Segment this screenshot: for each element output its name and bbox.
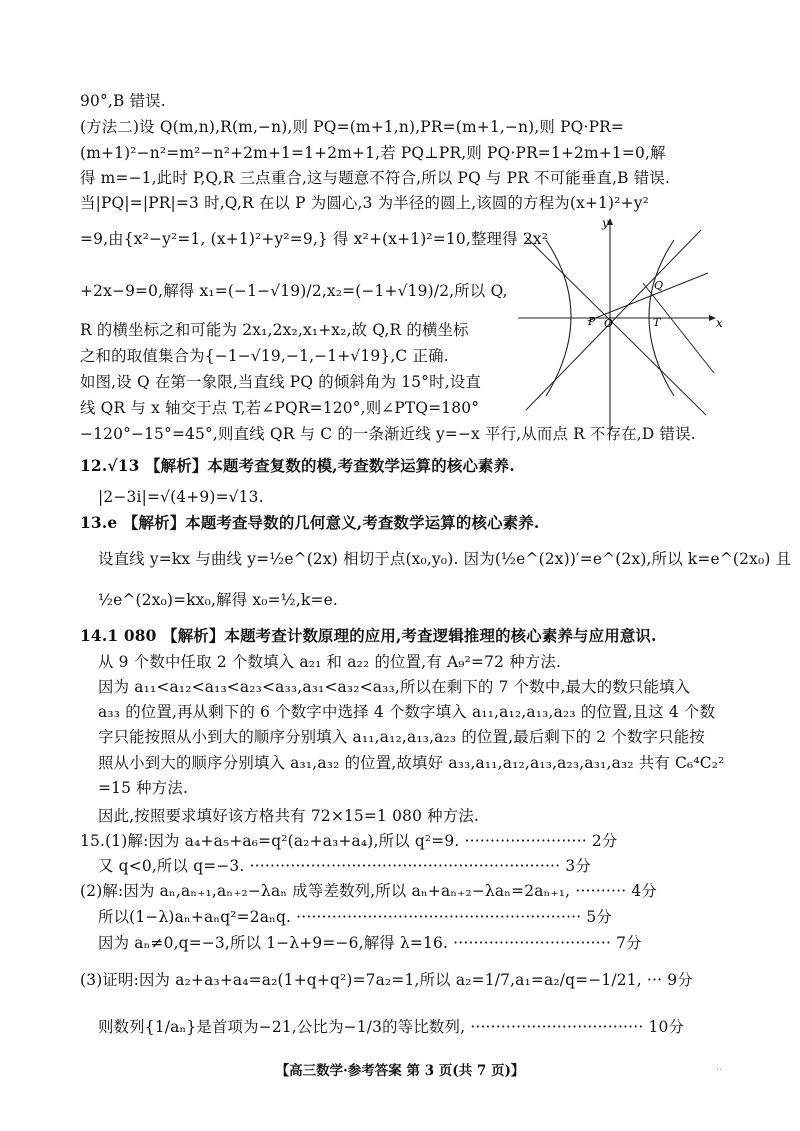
text-line: ½e^(2x₀)=kx₀,解得 x₀=½,k=e. [98, 591, 338, 609]
x-axis-label: x [716, 316, 723, 330]
text-line: 13.e 【解析】本题考查导数的几何意义,考查数学运算的核心素养. [80, 514, 540, 532]
text-line: 设直线 y=kx 与曲线 y=½e^(2x) 相切于点(x₀,y₀). 因为(½e^(2x))′=e^(2x),所以 k=e^(2x₀) 且 [98, 550, 792, 568]
label-T: T [653, 316, 661, 329]
text-line: 14.1 080 【解析】本题考查计数原理的应用,考查逻辑推理的核心素养与应用意识. [80, 627, 657, 645]
text-line: 则数列{1/aₙ}是首项为−21,公比为−1/3的等比数列, ·································· 10分 [98, 1018, 685, 1036]
text-line: 12.√13 【解析】本题考查复数的模,考查数学运算的核心素养. [80, 457, 515, 475]
text-line: −120°−15°=45°,则直线 QR 与 C 的一条渐近线 y=−x 平行,从而点 R 不存在,D 错误. [80, 425, 696, 443]
text-line: =15 种方法. [98, 779, 189, 797]
y-axis-label: y [602, 216, 609, 230]
text-line: (3)证明:因为 a₂+a₃+a₄=a₂(1+q+q²)=7a₂=1,所以 a₂=1/7,a₁=a₂/q=−1/21, ··· 9分 [80, 971, 693, 989]
text-line: +2x−9=0,解得 x₁=(−1−√19)/2,x₂=(−1+√19)/2,所以 Q, [80, 282, 508, 300]
text-line: 当|PQ|=|PR|=3 时,Q,R 在以 P 为圆心,3 为半径的圆上,该圆的方程为(x+1)²+y² [80, 194, 649, 212]
text-line: 如图,设 Q 在第一象限,当直线 PQ 的倾斜角为 15°时,设直 [80, 373, 482, 391]
text-line: R 的横坐标之和可能为 2x₁,2x₂,x₁+x₂,故 Q,R 的横坐标 [80, 321, 469, 339]
text-line: 之和的取值集合为{−1−√19,−1,−1+√19},C 正确. [80, 347, 449, 365]
text-line: 得 m=−1,此时 P,Q,R 三点重合,这与题意不符合,所以 PQ 与 PR 不可能垂直,B 错误. [80, 169, 671, 187]
text-line: 又 q<0,所以 q=−3. ····························································· 3分 [98, 857, 591, 875]
text-line: 因此,按照要求填好该方格共有 72×15=1 080 种方法. [98, 807, 480, 825]
text-line: 从 9 个数中任取 2 个数填入 a₂₁ 和 a₂₂ 的位置,有 A₉²=72 种方法. [98, 653, 562, 671]
label-O: O [604, 317, 614, 330]
text-line: 所以(1−λ)aₙ+aₙq²=2aₙq. ························································ 5分 [98, 908, 613, 926]
text-line: 因为 aₙ≠0,q=−3,所以 1−λ+9=−6,解得 λ=16. ······························· 7分 [98, 934, 642, 952]
text-line: 90°,B 错误. [80, 92, 166, 110]
label-P: P [588, 315, 596, 328]
text-line: (2)解:因为 aₙ,aₙ₊₁,aₙ₊₂−λaₙ 成等差数列,所以 aₙ+aₙ₊₂−λaₙ=2aₙ₊₁, ·········· 4分 [80, 882, 657, 900]
corner-mark: .. [716, 1062, 723, 1073]
asymptote-1 [526, 237, 706, 415]
text-line: =9,由{x²−y²=1, (x+1)²+y²=9,} 得 x²+(x+1)²=10,整理得 2x² [80, 230, 549, 248]
text-line: 字只能按照从小到大的顺序分别填入 a₁₁,a₁₂,a₁₃,a₂₃ 的位置,最后剩下的 2 个数字只能按 [98, 728, 705, 746]
hyperbola-figure [516, 215, 730, 437]
label-Q: Q [654, 279, 664, 292]
asymptote-2 [526, 230, 701, 410]
text-line: 15.(1)解:因为 a₄+a₅+a₆=q²(a₂+a₃+a₄),所以 q²=9. ························ 2分 [80, 832, 618, 850]
text-line: 照从小到大的顺序分别填入 a₃₁,a₃₂ 的位置,故填好 a₃₃,a₁₁,a₁₂,a₁₃,a₂₃,a₃₁,a₃₂ 共有 C₆⁴C₂² [98, 754, 725, 772]
text-line: 线 QR 与 x 轴交于点 T,若∠PQR=120°,则∠PTQ=180° [80, 399, 480, 417]
text-line: (m+1)²−n²=m²−n²+2m+1=1+2m+1,若 PQ⊥PR,则 PQ·PR=1+2m+1=0,解 [80, 144, 666, 162]
text-line: 因为 a₁₁<a₁₂<a₁₃<a₂₃<a₃₃,a₃₁<a₃₂<a₃₃,所以在剩下的 7 个数中,最大的数只能填入 [98, 678, 691, 696]
text-line: (方法二)设 Q(m,n),R(m,−n),则 PQ=(m+1,n),PR=(m+1,−n),则 PQ·PR= [80, 118, 625, 136]
page-footer: 【高三数学·参考答案 第 3 页(共 7 页)】 [275, 1063, 525, 1079]
text-line: a₃₃ 的位置,再从剩下的 6 个数字中选择 4 个数字填入 a₁₁,a₁₂,a₁₃,a₂₃ 的位置,且这 4 个数 [98, 703, 716, 721]
text-line: |2−3i|=√(4+9)=√13. [98, 488, 264, 506]
line-PQ [588, 273, 708, 321]
